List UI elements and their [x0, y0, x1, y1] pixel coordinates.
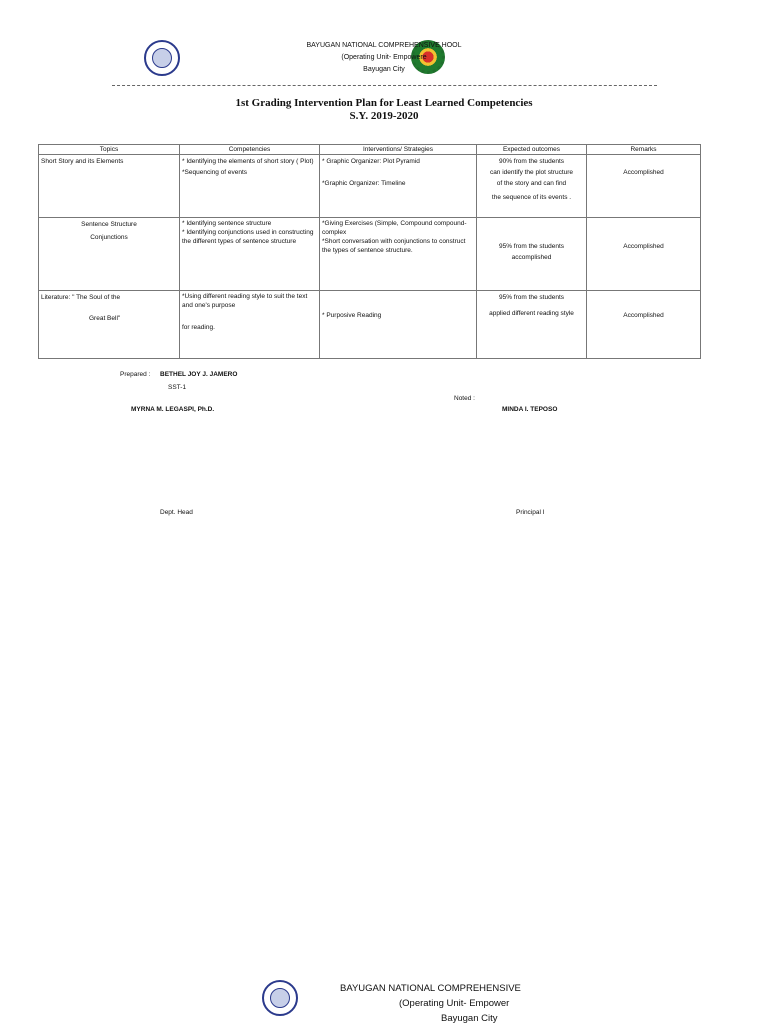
- column-header-competencies: Competencies: [180, 145, 320, 155]
- interventions-cell: * Purposive Reading: [320, 291, 477, 359]
- competencies-cell: * Identifying the elements of short story ( Plot) *Sequencing of events: [180, 155, 320, 218]
- remarks-cell: Accomplished: [587, 155, 701, 218]
- outcomes-cell: 95% from the students accomplished: [477, 218, 587, 291]
- competencies-cell: *Using different reading style to suit the text and one's purpose for reading.: [180, 291, 320, 359]
- dept-head-name: MYRNA M. LEGASPI, Ph.D.: [131, 406, 215, 413]
- table-row: [39, 155, 701, 218]
- interventions-cell: *Giving Exercises (Simple, Compound compound-complex *Short conversation with conjunctions to construct the types of sentence structure.: [320, 218, 477, 291]
- header-operating-unit: (Operating Unit- Empowere: [341, 54, 427, 61]
- page-title: 1st Grading Intervention Plan for Least Learned Competencies: [235, 97, 533, 109]
- prepared-by-name: BETHEL JOY J. JAMERO: [160, 371, 238, 378]
- column-header-interventions: Interventions/ Strategies: [320, 145, 477, 155]
- footer-city: Bayugan City: [441, 1013, 498, 1024]
- column-header-remarks: Remarks: [587, 145, 701, 155]
- prepared-label: Prepared :: [120, 371, 151, 378]
- remarks-cell: Accomplished: [587, 291, 701, 359]
- footer-school-name: BAYUGAN NATIONAL COMPREHENSIVE: [340, 983, 521, 994]
- topic-cell: Sentence Structure Conjunctions: [39, 218, 180, 291]
- school-year: S.Y. 2019-2020: [349, 110, 419, 122]
- header-city: Bayugan City: [363, 66, 405, 73]
- topic-cell: Literature: " The Soul of the Great Bell": [39, 291, 180, 359]
- table-header-row: [39, 145, 701, 155]
- interventions-cell: * Graphic Organizer: Plot Pyramid *Graphic Organizer: Timeline: [320, 155, 477, 218]
- principal-title: Principal I: [516, 509, 545, 516]
- dept-head-title: Dept. Head: [160, 509, 193, 516]
- intervention-plan-table: [38, 144, 701, 359]
- principal-name: MINDA I. TEPOSO: [502, 406, 558, 413]
- footer-operating-unit: (Operating Unit- Empower: [399, 998, 510, 1009]
- footer-deped-seal-logo: [262, 980, 298, 1016]
- column-header-outcomes: Expected outcomes: [477, 145, 587, 155]
- header-school-name: BAYUGAN NATIONAL COMPREHENSIVE HOOL: [306, 42, 462, 49]
- topic-cell: Short Story and its Elements: [39, 155, 180, 218]
- noted-label: Noted :: [454, 395, 475, 402]
- table-row: [39, 291, 701, 359]
- header-divider: [112, 85, 657, 86]
- remarks-cell: Accomplished: [587, 218, 701, 291]
- prepared-by-title: SST-1: [168, 384, 187, 391]
- table-row: [39, 218, 701, 291]
- outcomes-cell: 95% from the students applied different reading style: [477, 291, 587, 359]
- column-header-topics: Topics: [39, 145, 180, 155]
- competencies-cell: * Identifying sentence structure * Identifying conjunctions used in constructing the different types of sentence structure: [180, 218, 320, 291]
- outcomes-cell: 90% from the students can identify the plot structure of the story and can find the sequence of its events .: [477, 155, 587, 218]
